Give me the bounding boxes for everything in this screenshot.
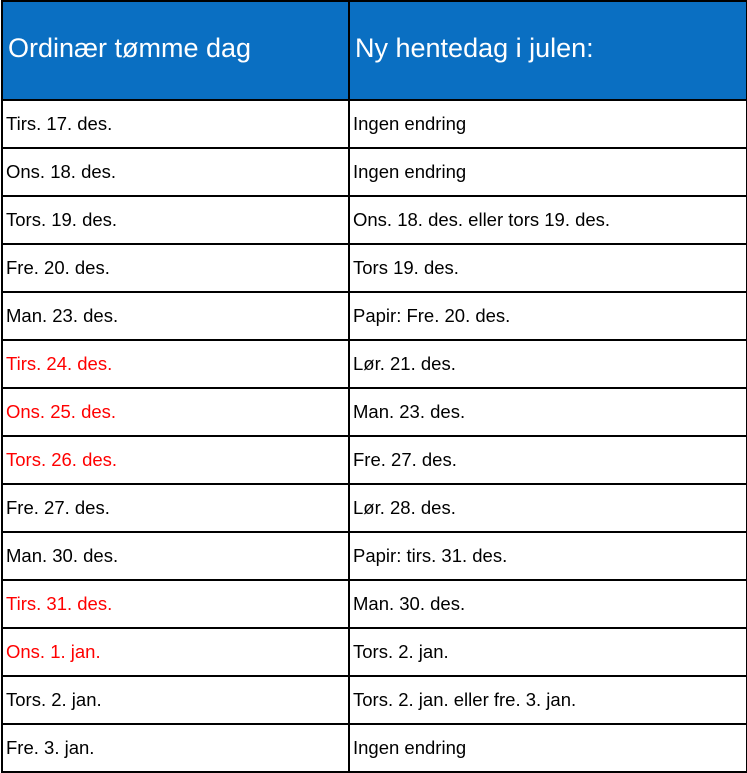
new-day-cell: Ons. 18. des. eller tors 19. des. <box>349 196 747 244</box>
ordinary-day-cell: Tors. 2. jan. <box>2 676 349 724</box>
table-row <box>2 484 747 532</box>
new-day-cell: Ingen endring <box>349 148 747 196</box>
table-row <box>2 100 747 148</box>
table-row <box>2 388 747 436</box>
ordinary-day-cell: Tors. 26. des. <box>2 436 349 484</box>
new-day-cell: Man. 23. des. <box>349 388 747 436</box>
header-row <box>2 1 747 100</box>
ordinary-day-cell: Ons. 18. des. <box>2 148 349 196</box>
table-row <box>2 244 747 292</box>
new-day-cell: Papir: tirs. 31. des. <box>349 532 747 580</box>
ordinary-day-cell: Fre. 20. des. <box>2 244 349 292</box>
ordinary-day-cell: Man. 23. des. <box>2 292 349 340</box>
pickup-schedule-table <box>1 0 747 773</box>
table-row <box>2 148 747 196</box>
table-row <box>2 532 747 580</box>
table-row <box>2 292 747 340</box>
new-day-cell: Lør. 21. des. <box>349 340 747 388</box>
table-row <box>2 724 747 772</box>
new-day-cell: Papir: Fre. 20. des. <box>349 292 747 340</box>
ordinary-day-cell: Man. 30. des. <box>2 532 349 580</box>
new-day-cell: Man. 30. des. <box>349 580 747 628</box>
ordinary-day-cell: Ons. 25. des. <box>2 388 349 436</box>
new-day-cell: Tors. 2. jan. <box>349 628 747 676</box>
table-body <box>2 100 747 772</box>
new-day-cell: Tors. 2. jan. eller fre. 3. jan. <box>349 676 747 724</box>
header-new-pickup-day: Ny hentedag i julen: <box>349 1 747 100</box>
header-ordinary-day: Ordinær tømme dag <box>2 1 349 100</box>
new-day-cell: Ingen endring <box>349 100 747 148</box>
ordinary-day-cell: Fre. 3. jan. <box>2 724 349 772</box>
ordinary-day-cell: Tirs. 17. des. <box>2 100 349 148</box>
ordinary-day-cell: Fre. 27. des. <box>2 484 349 532</box>
table-row <box>2 676 747 724</box>
ordinary-day-cell: Tors. 19. des. <box>2 196 349 244</box>
new-day-cell: Fre. 27. des. <box>349 436 747 484</box>
table-row <box>2 196 747 244</box>
ordinary-day-cell: Tirs. 24. des. <box>2 340 349 388</box>
ordinary-day-cell: Ons. 1. jan. <box>2 628 349 676</box>
new-day-cell: Tors 19. des. <box>349 244 747 292</box>
table-row <box>2 628 747 676</box>
new-day-cell: Lør. 28. des. <box>349 484 747 532</box>
table-row <box>2 436 747 484</box>
table-row <box>2 340 747 388</box>
new-day-cell: Ingen endring <box>349 724 747 772</box>
ordinary-day-cell: Tirs. 31. des. <box>2 580 349 628</box>
table-row <box>2 580 747 628</box>
table-header <box>2 1 747 100</box>
